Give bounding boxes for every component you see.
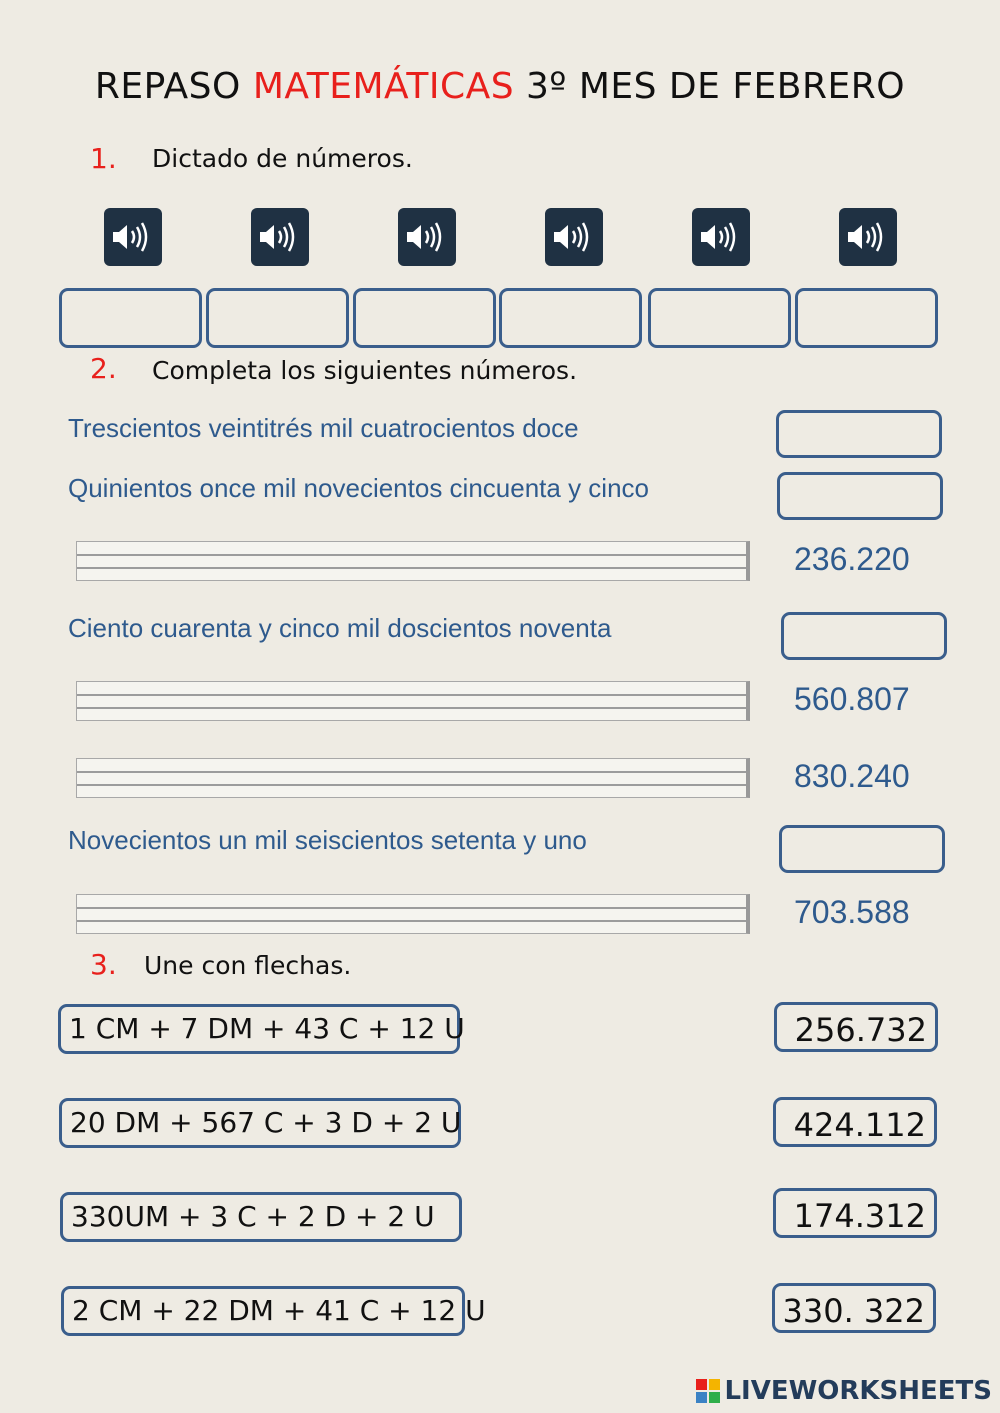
given-number-2: 560.807 [794,681,910,717]
value-2[interactable]: 424.112 [773,1097,937,1147]
number-input-1[interactable] [776,410,942,458]
dictation-input-2[interactable] [206,288,349,348]
audio-button-5[interactable] [692,208,750,266]
title-part1: REPASO [94,66,241,107]
phrase-4: Novecientos un mil seiscientos setenta y uno [68,825,587,855]
dictation-input-6[interactable] [795,288,938,348]
section1-number: 1. [90,142,117,175]
expression-4[interactable]: 2 CM + 22 DM + 41 C + 12 U [61,1286,465,1336]
value-1[interactable]: 256.732 [774,1002,938,1052]
value-3[interactable]: 174.312 [773,1188,937,1238]
value-4[interactable]: 330. 322 [772,1283,936,1333]
dictation-input-3[interactable] [353,288,496,348]
write-lines-3[interactable] [76,758,750,798]
number-input-4[interactable] [779,825,945,873]
page-title [0,66,1000,107]
audio-button-4[interactable] [545,208,603,266]
phrase-3: Ciento cuarenta y cinco mil doscientos noventa [68,613,612,643]
phrase-2: Quinientos once mil novecientos cincuenta y cinco [68,473,649,503]
write-lines-2[interactable] [76,681,750,721]
audio-button-3[interactable] [398,208,456,266]
dictation-input-1[interactable] [59,288,202,348]
brand-logo [696,1376,992,1406]
dictation-input-4[interactable] [499,288,642,348]
write-lines-1[interactable] [76,541,750,581]
dictation-input-5[interactable] [648,288,791,348]
audio-button-1[interactable] [104,208,162,266]
given-number-4: 703.588 [794,894,910,930]
number-input-3[interactable] [781,612,947,660]
expression-1[interactable]: 1 CM + 7 DM + 43 C + 12 U [58,1004,460,1054]
expression-2[interactable]: 20 DM + 567 C + 3 D + 2 U [59,1098,461,1148]
audio-button-6[interactable] [839,208,897,266]
title-accent: MATEMÁTICAS [252,66,515,107]
expression-3[interactable]: 330UM + 3 C + 2 D + 2 U [60,1192,462,1242]
section2-heading: Completa los siguientes números. [152,356,578,385]
audio-button-2[interactable] [251,208,309,266]
section1-heading: Dictado de números. [152,144,413,173]
phrase-1: Trescientos veintitrés mil cuatrocientos doce [68,413,579,443]
write-lines-4[interactable] [76,894,750,934]
speaker-icon [258,222,302,252]
speaker-icon [111,222,155,252]
given-number-1: 236.220 [794,541,910,577]
section3-number: 3. [90,948,117,981]
brand-name: LIVEWORKSHEETS [724,1376,992,1406]
speaker-icon [552,222,596,252]
section3-heading: Une con flechas. [144,951,352,980]
given-number-3: 830.240 [794,758,910,794]
title-part2: 3º MES DE FEBRERO [526,66,906,107]
logo-icon [696,1379,720,1403]
speaker-icon [846,222,890,252]
number-input-2[interactable] [777,472,943,520]
speaker-icon [405,222,449,252]
speaker-icon [699,222,743,252]
section2-number: 2. [90,352,117,385]
